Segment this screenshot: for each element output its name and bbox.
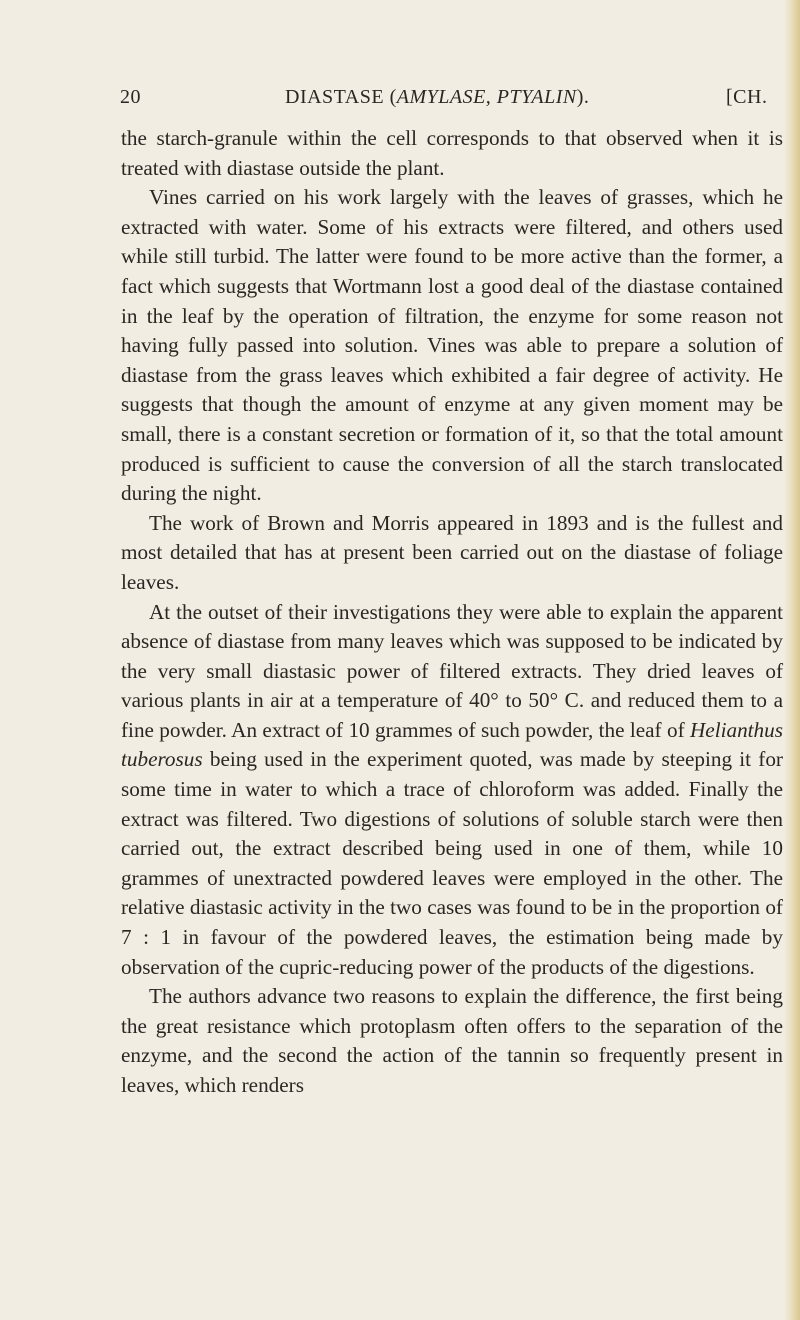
body-text: [121, 124, 783, 1101]
paragraph-vines: Vines carried on his work largely with the leaves of grasses, which he extracted with water. Some of his extracts were filtered, and others used while still turbid. The latter were found to be more active than the former, a fact which suggests that Wortmann lost a good deal of the diastase contained in the leaf by the operation of filtration, the enzyme for some reason not having fully passed into solution. Vines was able to prepare a solution of diastase from the grass leaves which exhibited a fair degree of activity. He suggests that though the amount of enzyme at any given moment may be small, there is a constant secretion or formation of it, so that the total amount produced is sufficient to cause the conversion of all the starch translocated during the night.: [121, 185, 783, 506]
running-head-title: [285, 86, 589, 109]
species-name: Helianthus tuberosus: [121, 717, 783, 772]
paragraph-investigations-end: being used in the experiment quoted, was made by steeping it for some time in water to which a trace of chloroform was added. Finally the extract was filtered. Two digestions of solutions of soluble starch were then carried out, the extract described being used in one of them, while 10 grammes of unextracted powdered leaves were employed in the other. The relative diastasic activity in the two cases was found to be in the proportion of 7 : 1 in favour of the powdered leaves, the estimation being made by observation of the cupric-reducing power of the products of the digestions.: [121, 747, 783, 979]
paragraph-reasons: The authors advance two reasons to explain the difference, the first being the great resistance which protoplasm often offers to the separation of the enzyme, and the second the action of the tannin so frequently present in leaves, which renders: [121, 984, 783, 1097]
running-head-italic: AMYLASE, PTYALIN: [396, 86, 577, 108]
page-edge: [784, 0, 800, 1320]
paragraph-continuation: the starch-granule within the cell corresponds to that observed when it is treated with diastase outside the plant.: [121, 126, 783, 180]
chapter-marker: [CH.: [726, 86, 768, 108]
running-head-suffix: ).: [576, 86, 590, 108]
running-header: [0, 86, 800, 116]
paragraph-brown-morris: The work of Brown and Morris appeared in 1893 and is the fullest and most detailed that has at present been carried out on the diastase of foliage leaves.: [121, 510, 783, 594]
page-number: 20: [120, 86, 141, 108]
paragraph-investigations-start: At the outset of their investigations they were able to explain the apparent absence of diastase from many leaves which was supposed to be indicated by the very small diastasic power of filtered extracts. They dried leaves of various plants in air at a temperature of 40° to 50° C. and reduced them to a fine powder. An extract of 10 grammes of such powder, the leaf of: [121, 599, 783, 742]
running-head-prefix: DIASTASE (: [285, 86, 397, 108]
paragraph-investigations: [121, 598, 783, 983]
